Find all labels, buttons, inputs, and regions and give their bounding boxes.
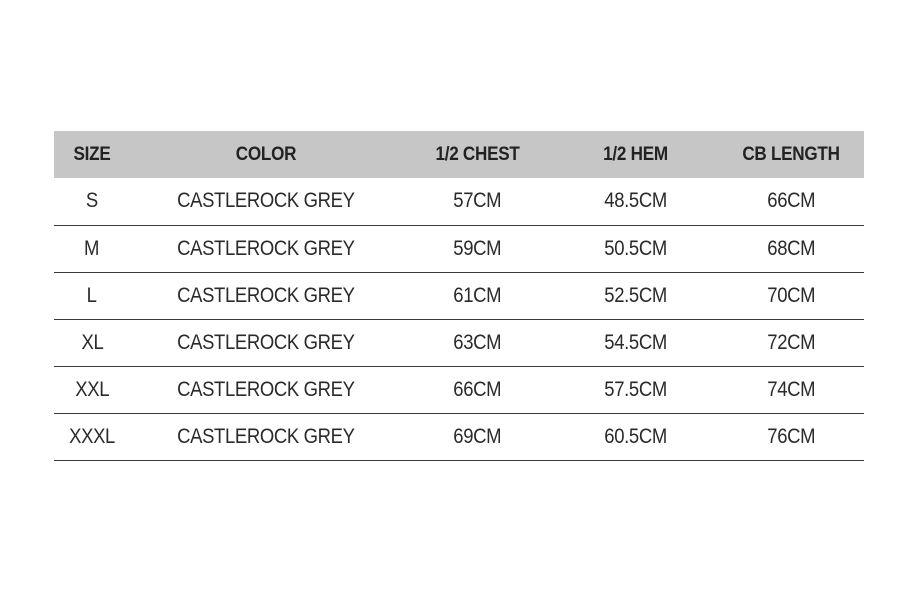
cell-half-chest: 59CM (453, 236, 502, 260)
cell-half-chest: 63CM (453, 330, 502, 354)
cell-size: XXXL (69, 424, 115, 448)
cell-half-hem: 54.5CM (604, 330, 667, 354)
cell-color: CASTLEROCK GREY (177, 377, 355, 401)
cell-half-hem: 60.5CM (604, 424, 667, 448)
cell-color: CASTLEROCK GREY (177, 236, 355, 260)
cell-size: XXL (75, 377, 109, 401)
cell-half-hem: 50.5CM (604, 236, 667, 260)
header-half-hem: 1/2 HEM (603, 143, 668, 165)
cell-half-hem: 57.5CM (604, 377, 667, 401)
cell-cb-length: 72CM (767, 330, 815, 354)
cell-size: S (86, 189, 98, 213)
cell-half-hem: 52.5CM (604, 283, 667, 307)
table-row (54, 366, 864, 413)
table-row (54, 272, 864, 319)
cell-half-hem: 48.5CM (604, 189, 667, 213)
cell-half-chest: 57CM (453, 189, 502, 213)
table-row (54, 413, 864, 460)
cell-cb-length: 74CM (767, 377, 815, 401)
table-row (54, 319, 864, 366)
cell-half-chest: 61CM (453, 283, 502, 307)
cell-color: CASTLEROCK GREY (177, 330, 355, 354)
cell-cb-length: 70CM (767, 283, 815, 307)
cell-size: M (84, 236, 100, 260)
cell-half-chest: 66CM (453, 377, 502, 401)
cell-color: CASTLEROCK GREY (177, 283, 355, 307)
table-header-row (54, 131, 864, 178)
cell-cb-length: 68CM (767, 236, 815, 260)
table-row (54, 178, 864, 225)
size-chart-table (54, 131, 864, 461)
cell-cb-length: 66CM (767, 189, 815, 213)
header-half-chest: 1/2 CHEST (435, 143, 520, 165)
cell-cb-length: 76CM (767, 424, 815, 448)
cell-size: L (87, 283, 97, 307)
cell-half-chest: 69CM (453, 424, 502, 448)
cell-color: CASTLEROCK GREY (177, 424, 355, 448)
cell-size: XL (81, 330, 103, 354)
header-size: SIZE (73, 143, 111, 165)
cell-color: CASTLEROCK GREY (177, 189, 355, 213)
table-row (54, 225, 864, 272)
header-color: COLOR (235, 143, 297, 165)
header-cb-length: CB LENGTH (742, 143, 840, 165)
